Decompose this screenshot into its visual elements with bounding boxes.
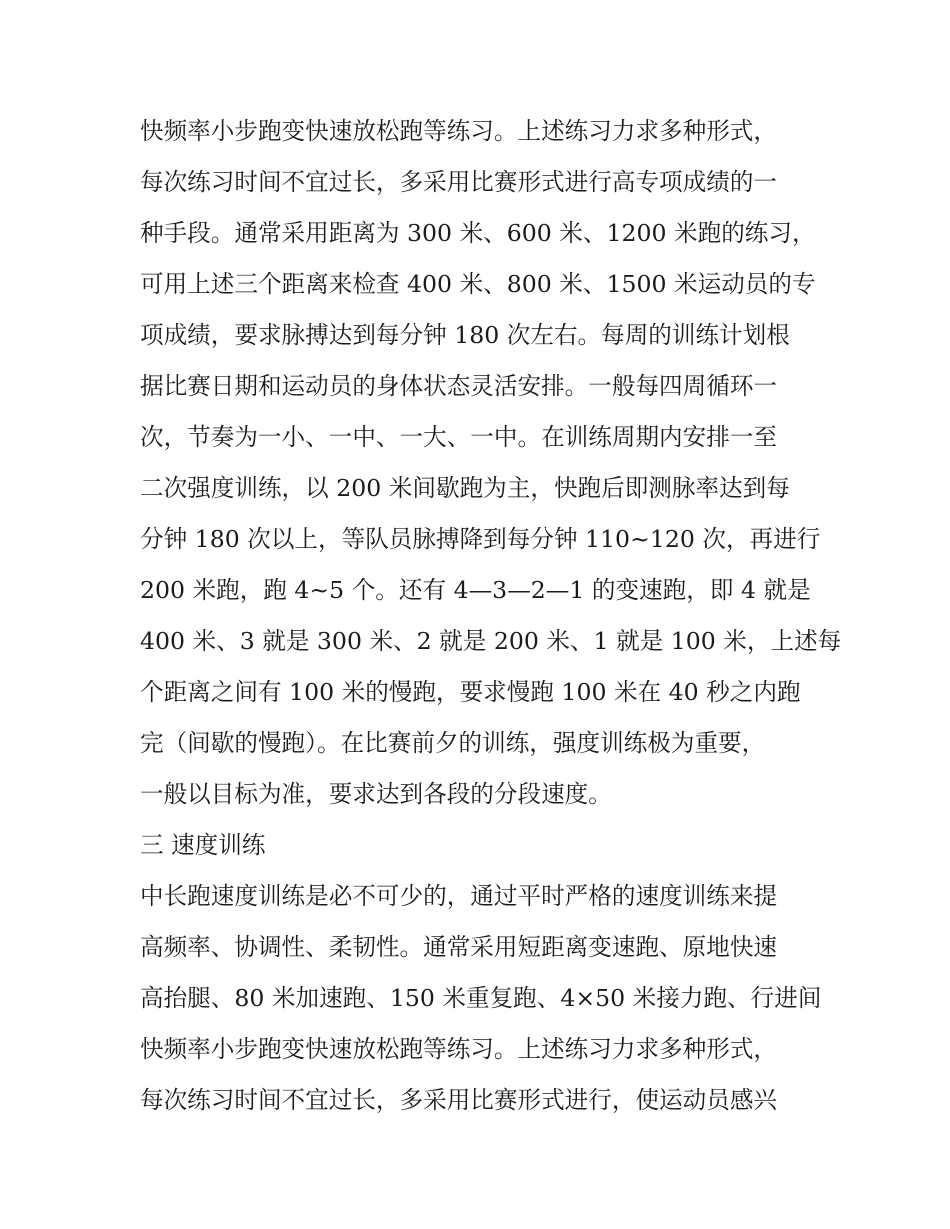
- text-line: 种手段。通常采用距离为 300 米、600 米、1200 米跑的练习，: [140, 219, 816, 247]
- text-line: 高抬腿、80 米加速跑、150 米重复跑、4×50 米接力跑、行进间: [140, 984, 822, 1012]
- text-line: 快频率小步跑变快速放松跑等练习。上述练习力求多种形式，: [140, 117, 778, 145]
- text-line: 高频率、协调性、柔韧性。通常采用短距离变速跑、原地快速: [140, 933, 778, 961]
- text-line: 完（间歇的慢跑）。在比赛前夕的训练，强度训练极为重要，: [140, 729, 766, 757]
- text-line: 快频率小步跑变快速放松跑等练习。上述练习力求多种形式，: [140, 1035, 778, 1063]
- text-line: 个距离之间有 100 米的慢跑，要求慢跑 100 米在 40 秒之内跑: [140, 678, 801, 706]
- text-line: 400 米、3 就是 300 米、2 就是 200 米、1 就是 100 米，上述每: [140, 627, 842, 655]
- text-line: 每次练习时间不宜过长，多采用比赛形式进行高专项成绩的一: [140, 168, 778, 196]
- text-line: 每次练习时间不宜过长，多采用比赛形式进行，使运动员感兴: [140, 1086, 778, 1114]
- text-line: 次，节奏为一小、一中、一大、一中。在训练周期内安排一至: [140, 423, 778, 451]
- section-heading: 三 速度训练: [140, 831, 266, 859]
- text-line: 分钟 180 次以上，等队员脉搏降到每分钟 110~120 次，再进行: [140, 525, 821, 553]
- text-line: 二次强度训练，以 200 米间歇跑为主，快跑后即测脉率达到每: [140, 474, 790, 502]
- document-body: [140, 106, 842, 1126]
- text-line: 200 米跑，跑 4~5 个。还有 4—3—2—1 的变速跑，即 4 就是: [140, 576, 811, 604]
- text-line: 项成绩，要求脉搏达到每分钟 180 次左右。每周的训练计划根: [140, 321, 790, 349]
- text-line: 中长跑速度训练是必不可少的，通过平时严格的速度训练来提: [140, 882, 778, 910]
- text-line: 可用上述三个距离来检查 400 米、800 米、1500 米运动员的专: [140, 270, 816, 298]
- text-line: 据比赛日期和运动员的身体状态灵活安排。一般每四周循环一: [140, 372, 778, 400]
- text-line: 一般以目标为准，要求达到各段的分段速度。: [140, 780, 612, 808]
